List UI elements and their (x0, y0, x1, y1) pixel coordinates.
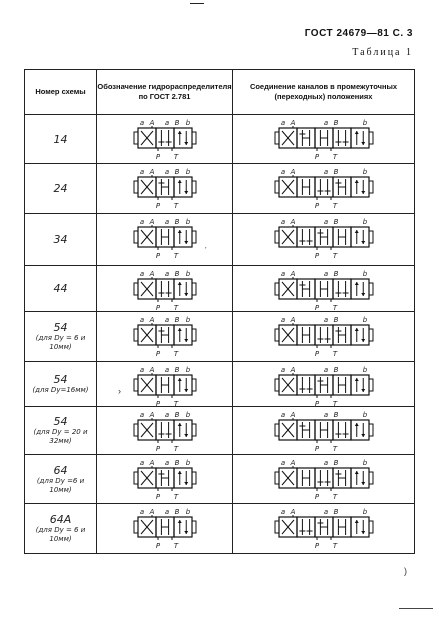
port-label: a (280, 458, 285, 467)
svg-text:T: T (173, 541, 178, 550)
port-label: A (149, 315, 154, 324)
port-label: a (139, 167, 144, 176)
svg-text:T: T (173, 492, 178, 501)
designation-cell (97, 504, 233, 554)
port-label: A (290, 410, 295, 419)
svg-text:P: P (314, 251, 319, 260)
port-label: B (174, 118, 179, 127)
connection-cell (233, 455, 415, 504)
scheme-number-cell (25, 214, 97, 266)
scheme-number: 34 (53, 233, 68, 246)
port-label: a (139, 410, 144, 419)
port-label: a (280, 315, 285, 324)
svg-text:T: T (173, 349, 178, 358)
port-label: a (164, 365, 169, 374)
scheme-number: 54 (53, 373, 68, 386)
scheme-note: (для Dy = 6 и 10мм) (35, 334, 86, 351)
port-label: A (290, 269, 295, 278)
port-label: b (185, 458, 190, 467)
valve-symbol (134, 459, 196, 501)
port-label: a (164, 269, 169, 278)
designation-cell (97, 214, 233, 266)
port-label: B (333, 315, 338, 324)
port-label: b (362, 458, 367, 467)
port-label: a (280, 507, 285, 516)
svg-text:T: T (332, 399, 337, 406)
port-label: A (290, 507, 295, 516)
designation-cell (97, 455, 233, 504)
stray-mark: ) (404, 566, 407, 576)
svg-text:P: P (155, 349, 160, 358)
svg-text:P: P (314, 303, 319, 311)
valve-symbol (275, 316, 373, 358)
top-tick-mark (190, 3, 204, 4)
valve-symbol (275, 411, 373, 453)
port-label: A (290, 167, 295, 176)
connection-cell (233, 115, 415, 164)
designation-cell (97, 266, 233, 312)
scheme-note: (для Dy = 20 и 32мм) (33, 428, 88, 445)
port-label: B (174, 410, 179, 419)
port-label: a (139, 269, 144, 278)
svg-text:T: T (173, 399, 178, 406)
scheme-note: (для Dy = 6 и 10мм) (35, 526, 86, 543)
connection-cell (233, 312, 415, 362)
svg-text:T: T (173, 303, 178, 311)
scheme-number-cell (25, 362, 97, 407)
svg-text:T: T (332, 251, 337, 260)
stray-mark: ˊ (204, 246, 207, 256)
port-label: B (174, 458, 179, 467)
table-row (25, 312, 415, 362)
port-label: b (185, 269, 190, 278)
connection-cell (233, 504, 415, 554)
port-label: B (174, 167, 179, 176)
scheme-number: 24 (53, 182, 68, 195)
valve-symbol (275, 168, 373, 210)
port-label: B (174, 315, 179, 324)
valve-symbol (275, 119, 373, 161)
svg-text:P: P (314, 349, 319, 358)
header-channel-connection: Соединение каналов в промежуточных (переходных) положениях (233, 70, 415, 115)
scheme-number-cell (25, 504, 97, 554)
port-label: B (333, 217, 338, 226)
port-label: b (185, 167, 190, 176)
designation-cell (97, 115, 233, 164)
valve-symbol (134, 366, 196, 406)
port-label: B (333, 507, 338, 516)
port-label: a (164, 458, 169, 467)
scheme-number-cell (25, 312, 97, 362)
port-label: A (290, 217, 295, 226)
port-label: B (174, 507, 179, 516)
port-label: a (323, 458, 328, 467)
table-header-row (25, 70, 415, 115)
table-row (25, 115, 415, 164)
svg-text:T: T (332, 541, 337, 550)
port-label: b (362, 507, 367, 516)
valve-symbol (275, 459, 373, 501)
port-label: b (185, 217, 190, 226)
port-label: A (290, 458, 295, 467)
port-label: A (290, 365, 295, 374)
port-label: A (290, 315, 295, 324)
port-label: a (323, 217, 328, 226)
scheme-number-cell (25, 115, 97, 164)
svg-text:T: T (332, 201, 337, 210)
port-label: a (323, 269, 328, 278)
port-label: a (139, 217, 144, 226)
port-label: a (164, 410, 169, 419)
svg-text:P: P (155, 399, 160, 406)
svg-text:T: T (173, 444, 178, 453)
scheme-number: 64 (53, 463, 68, 477)
schemes-table (24, 69, 415, 554)
port-label: b (362, 118, 367, 127)
svg-text:P: P (314, 541, 319, 550)
port-label: B (333, 458, 338, 467)
table-row (25, 164, 415, 214)
scheme-number: 64А (49, 513, 72, 526)
port-label: a (139, 458, 144, 467)
port-label: a (280, 410, 285, 419)
svg-text:P: P (155, 541, 160, 550)
port-label: a (280, 217, 285, 226)
port-label: a (280, 118, 285, 127)
port-label: b (185, 365, 190, 374)
port-label: B (333, 167, 338, 176)
connection-cell (233, 214, 415, 266)
header-scheme-number: Номер схемы (25, 70, 97, 115)
table-row (25, 407, 415, 455)
port-label: A (149, 118, 154, 127)
svg-text:P: P (314, 492, 319, 501)
svg-text:P: P (314, 399, 319, 406)
svg-text:T: T (332, 492, 337, 501)
bottom-rule (399, 608, 433, 609)
stray-mark: › (118, 386, 121, 396)
port-label: a (323, 507, 328, 516)
port-label: a (139, 315, 144, 324)
port-label: a (164, 315, 169, 324)
scheme-number: 54 (53, 415, 68, 428)
port-label: B (174, 217, 179, 226)
scheme-number-cell (25, 455, 97, 504)
port-label: a (323, 410, 328, 419)
table-caption: Таблица 1 (352, 47, 413, 58)
svg-text:T: T (332, 349, 337, 358)
port-label: a (323, 365, 328, 374)
svg-text:P: P (155, 152, 160, 161)
port-label: B (333, 118, 338, 127)
table-row (25, 455, 415, 504)
svg-text:P: P (155, 251, 160, 260)
port-label: a (164, 507, 169, 516)
scheme-number: 44 (53, 282, 68, 295)
port-label: a (280, 365, 285, 374)
connection-cell (233, 407, 415, 455)
valve-symbol (134, 508, 196, 550)
connection-cell (233, 266, 415, 312)
scheme-number: 54 (53, 321, 68, 334)
valve-symbol (275, 508, 373, 550)
port-label: b (185, 118, 190, 127)
table-row (25, 504, 415, 554)
valve-symbol (134, 218, 196, 260)
port-label: b (362, 315, 367, 324)
port-label: a (323, 167, 328, 176)
page-header: ГОСТ 24679—81 С. 3 (304, 28, 413, 39)
valve-symbol (134, 270, 196, 311)
valve-symbol (134, 316, 196, 358)
svg-text:T: T (173, 201, 178, 210)
svg-text:P: P (155, 303, 160, 311)
port-label: B (174, 365, 179, 374)
port-label: B (333, 365, 338, 374)
valve-symbol (134, 411, 196, 453)
valve-symbol (275, 366, 373, 406)
svg-text:P: P (314, 201, 319, 210)
scheme-note: (для Dy =6 и 10мм) (36, 476, 85, 494)
svg-text:T: T (332, 444, 337, 453)
svg-text:T: T (332, 303, 337, 311)
port-label: a (280, 167, 285, 176)
port-label: B (174, 269, 179, 278)
connection-cell (233, 164, 415, 214)
svg-text:P: P (155, 201, 160, 210)
port-label: a (139, 118, 144, 127)
port-label: b (362, 167, 367, 176)
valve-symbol (275, 270, 373, 311)
port-label: B (333, 269, 338, 278)
port-label: A (149, 410, 154, 419)
scheme-number-cell (25, 164, 97, 214)
table-row (25, 362, 415, 407)
header-designation: Обозначение гидрораспределителя по ГОСТ 2.781 (97, 70, 233, 115)
port-label: a (280, 269, 285, 278)
port-label: A (149, 507, 154, 516)
svg-text:P: P (155, 444, 160, 453)
port-label: b (362, 217, 367, 226)
svg-text:P: P (314, 152, 319, 161)
designation-cell (97, 407, 233, 455)
port-label: A (149, 458, 154, 467)
svg-text:T: T (173, 152, 178, 161)
port-label: b (362, 365, 367, 374)
port-label: a (323, 118, 328, 127)
port-label: b (185, 410, 190, 419)
valve-symbol (134, 119, 196, 161)
port-label: A (149, 269, 154, 278)
valve-symbol (134, 168, 196, 210)
connection-cell (233, 362, 415, 407)
scheme-number-cell (25, 407, 97, 455)
table-row (25, 214, 415, 266)
port-label: A (149, 217, 154, 226)
table-row (25, 266, 415, 312)
port-label: b (362, 410, 367, 419)
designation-cell (97, 362, 233, 407)
port-label: a (139, 365, 144, 374)
port-label: A (149, 365, 154, 374)
port-label: B (333, 410, 338, 419)
scheme-note: (для Dy=16мм) (32, 386, 89, 394)
designation-cell (97, 164, 233, 214)
port-label: b (185, 507, 190, 516)
port-label: a (139, 507, 144, 516)
scheme-number: 14 (53, 132, 68, 146)
svg-text:T: T (332, 152, 337, 161)
port-label: b (362, 269, 367, 278)
svg-text:T: T (173, 251, 178, 260)
port-label: A (290, 118, 295, 127)
port-label: b (185, 315, 190, 324)
scheme-number-cell (25, 266, 97, 312)
port-label: A (149, 167, 154, 176)
port-label: a (164, 217, 169, 226)
designation-cell (97, 312, 233, 362)
svg-text:P: P (314, 444, 319, 453)
port-label: a (164, 118, 169, 127)
svg-text:P: P (155, 492, 160, 501)
port-label: a (323, 315, 328, 324)
port-label: a (164, 167, 169, 176)
valve-symbol (275, 218, 373, 260)
